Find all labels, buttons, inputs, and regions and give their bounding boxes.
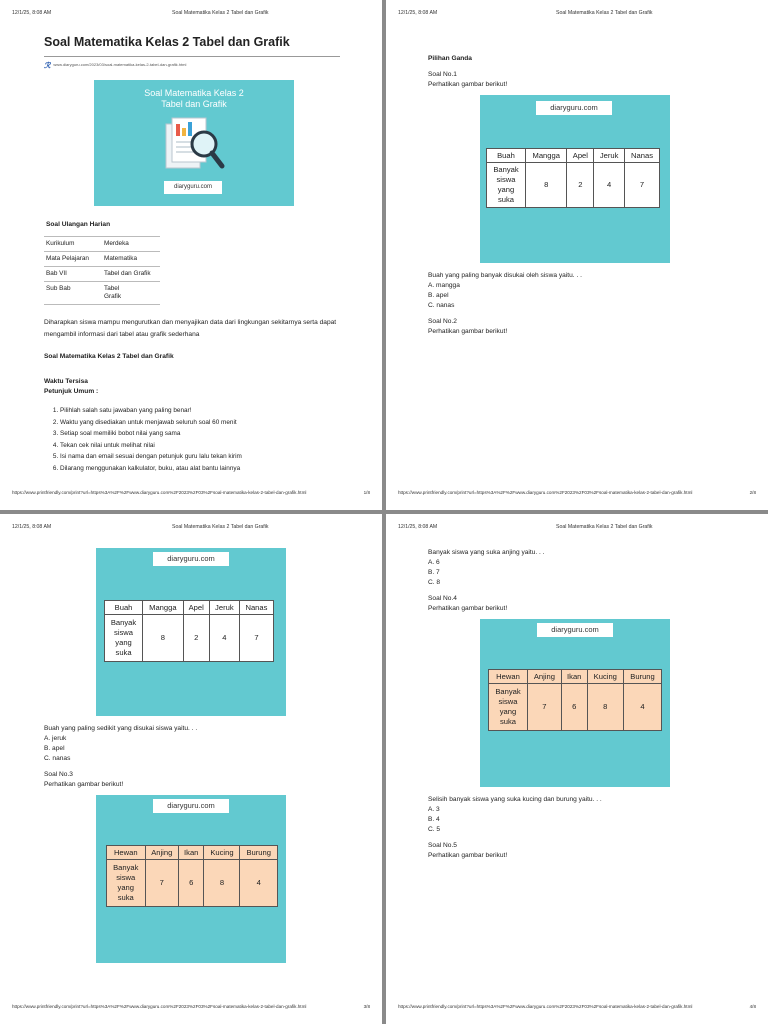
table-row: Kurikulum Merdeka: [44, 237, 160, 252]
animal-table: Hewan Anjing Ikan Kucing Burung Banyak siswa yang suka 7 6 8 4: [106, 845, 278, 907]
byline: [44, 60, 338, 70]
page-footer: [12, 490, 370, 498]
list-item: 3. Setiap soal memiliki bobot nilai yang sama: [60, 428, 338, 440]
page-number: 1/8: [363, 490, 370, 495]
option-a[interactable]: A. jeruk: [44, 735, 67, 742]
page-number: 3/8: [363, 1004, 370, 1009]
time-left-label: Waktu Tersisa: [44, 378, 88, 385]
article-title: Soal Matematika Kelas 2 Tabel dan Grafik: [44, 35, 290, 49]
page-header: 12/1/25, 8:08 AM Soal Matematika Kelas 2 Tabel dan Grafik: [12, 524, 269, 530]
question-text: Banyak siswa yang suka anjing yaitu. . .: [428, 549, 545, 556]
footer-url: https://www.printfriendly.com/print?url=https%3A%2F%2Fwww.diaryguru.com%2F2023%2F03%2Fsoal-matematika-kelas-2-tabel-dan-grafik.html: [12, 490, 307, 495]
section-title: Pilihan Ganda: [428, 55, 472, 62]
table-row: Mata Pelajaran Matematika: [44, 252, 160, 267]
list-item: 4. Tekan cek nilai untuk melihat nilai: [60, 440, 338, 452]
animal-table: Hewan Anjing Ikan Kucing Burung Banyak siswa yang suka 7 6 8 4: [488, 669, 662, 731]
question-label: Soal No.3: [44, 771, 73, 778]
option-c[interactable]: C. nanas: [428, 302, 455, 309]
list-item: 5. Isi nama dan email sesuai dengan petunjuk guru lalu tekan kirim: [60, 451, 338, 463]
meta-table: [44, 236, 160, 305]
page-1: [0, 0, 382, 510]
option-c[interactable]: C. nanas: [44, 755, 71, 762]
option-b[interactable]: B. apel: [428, 292, 449, 299]
hero-title-line2: Tabel dan Grafik: [161, 99, 227, 109]
site-logo-icon: ℛ: [44, 60, 51, 70]
question-prompt: Perhatikan gambar berikut!: [428, 328, 508, 335]
card-logo: diaryguru.com: [537, 623, 613, 637]
question-text: Buah yang paling banyak disukai oleh siswa yaitu. . .: [428, 272, 582, 279]
question-prompt: Perhatikan gambar berikut!: [44, 781, 124, 788]
instructions-heading: Petunjuk Umum :: [44, 388, 99, 395]
question-prompt: Perhatikan gambar berikut!: [428, 605, 508, 612]
hero-badge: diaryguru.com: [164, 181, 222, 194]
list-item: 1. Pilihlah salah satu jawaban yang paling benar!: [60, 405, 338, 417]
page-footer: https://www.printfriendly.com/print?url=https%3A%2F%2Fwww.diaryguru.com%2F2023%2F03%2Fsoal-matematika-kelas-2-tabel-dan-grafik.html 2/8: [398, 490, 756, 495]
title-divider: [44, 56, 340, 57]
page-2: [386, 0, 768, 510]
subtitle: Soal Matematika Kelas 2 Tabel dan Grafik: [44, 353, 174, 360]
option-c[interactable]: C. 8: [428, 579, 441, 586]
hero-title-line1: Soal Matematika Kelas 2: [144, 88, 244, 98]
option-b[interactable]: B. apel: [44, 745, 65, 752]
card-logo: diaryguru.com: [153, 799, 229, 813]
option-b[interactable]: B. 4: [428, 816, 440, 823]
print-title: Soal Matematika Kelas 2 Tabel dan Grafik: [172, 10, 269, 16]
figure-card: [480, 619, 670, 787]
option-a[interactable]: A. mangga: [428, 282, 460, 289]
option-b[interactable]: B. 7: [428, 569, 440, 576]
page-number: 2/8: [749, 490, 756, 495]
question-label: Soal No.5: [428, 842, 457, 849]
question-text: Selisih banyak siswa yang suka kucing dan burung yaitu. . .: [428, 796, 602, 803]
table-row: Sub Bab Tabel Grafik: [44, 282, 160, 305]
table-row: Bab VII Tabel dan Grafik: [44, 267, 160, 282]
question-prompt: Perhatikan gambar berikut!: [428, 852, 508, 859]
page-header: 12/1/25, 8:08 AM Soal Matematika Kelas 2 Tabel dan Grafik: [398, 10, 653, 16]
print-date: 12/1/25, 8:08 AM: [12, 10, 52, 16]
question-text: Buah yang paling sedikit yang disukai siswa yaitu. . .: [44, 725, 198, 732]
option-a[interactable]: A. 3: [428, 806, 440, 813]
list-item: 2. Waktu yang disediakan untuk menjawab seluruh soal 60 menit: [60, 417, 338, 429]
card-logo: diaryguru.com: [536, 101, 612, 115]
figure-card: [96, 795, 286, 963]
fruit-table: Buah Mangga Apel Jeruk Nanas Banyak siswa yang suka 8 2 4 7: [104, 600, 274, 662]
magnifier-document-icon: [162, 114, 226, 174]
byline-url[interactable]: www.diaryguru.com/2023/03/soal-matematika-kelas-2-tabel-dan-grafik.html: [53, 62, 187, 67]
question-label: Soal No.1: [428, 71, 457, 78]
page-3: [0, 514, 382, 1024]
page-4: [386, 514, 768, 1024]
question-label: Soal No.4: [428, 595, 457, 602]
fruit-table: Buah Mangga Apel Jeruk Nanas Banyak siswa yang suka 8 2 4 7: [486, 148, 660, 208]
figure-card: [480, 95, 670, 263]
question-label: Soal No.2: [428, 318, 457, 325]
page-header: 12/1/25, 8:08 AM Soal Matematika Kelas 2 Tabel dan Grafik: [398, 524, 653, 530]
question-prompt: Perhatikan gambar berikut!: [428, 81, 508, 88]
page-footer: https://www.printfriendly.com/print?url=https%3A%2F%2Fwww.diaryguru.com%2F2023%2F03%2Fsoal-matematika-kelas-2-tabel-dan-grafik.html 4/8: [398, 1004, 756, 1009]
option-a[interactable]: A. 6: [428, 559, 440, 566]
intro-text: Diharapkan siswa mampu mengurutkan dan menyajikan data dari lingkungan sekitarnya serta dapat mengambil informasi dari tabel atau grafik sederhana: [44, 319, 337, 338]
page-header: [12, 10, 370, 18]
hero-image: [94, 80, 294, 206]
list-item: 6. Dilarang menggunakan kalkulator, buku, atau alat bantu lainnya: [60, 463, 338, 475]
page-number: 4/8: [749, 1004, 756, 1009]
instructions-list: [54, 405, 338, 474]
card-logo: diaryguru.com: [153, 552, 229, 566]
page-footer: https://www.printfriendly.com/print?url=https%3A%2F%2Fwww.diaryguru.com%2F2023%2F03%2Fsoal-matematika-kelas-2-tabel-dan-grafik.html 3/8: [12, 1004, 370, 1009]
section-title: Soal Ulangan Harian: [46, 221, 111, 228]
figure-card: [96, 548, 286, 716]
option-c[interactable]: C. 5: [428, 826, 441, 833]
